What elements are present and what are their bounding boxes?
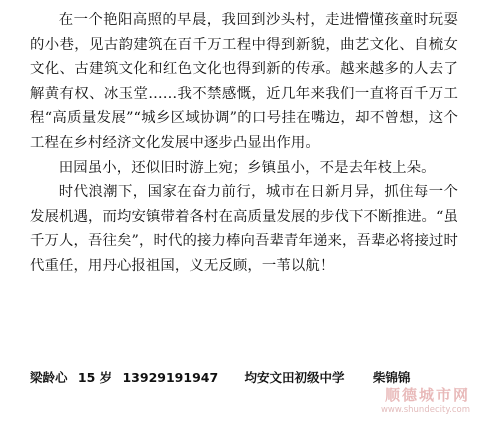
teacher-name: 柴锦锦 (372, 370, 411, 385)
author-age: 15 岁 (77, 370, 113, 385)
paragraph-2: 田园虽小，还似旧时游上宛；乡镇虽小，不是去年枝上朵。 (58, 159, 436, 176)
watermark-title: 顺德城市网 (384, 386, 470, 404)
paragraph-3: 时代浪潮下，国家在奋力前行，城市在日新月异，抓住每一个发展机遇，而均安镇带着各村在高质量发展的步伐下不断推进。“虽千万人，吾往矣”，时代的接力棒向吾辈青年递来，吾辈必将接过时代重任，用丹心报祖国，义无反顾，一苇以航！ (30, 184, 458, 274)
author-name: 梁龄心 (30, 370, 68, 385)
watermark-url: www.shundecity.com (380, 405, 470, 415)
author-phone: 13929191947 (122, 370, 219, 385)
article-body (30, 8, 458, 279)
site-watermark (381, 388, 470, 415)
paragraph-1: 在一个艳阳高照的早晨，我回到沙头村，走进懵懂孩童时玩耍的小巷，见古韵建筑在百千万工程中得到新貌，曲艺文化、自梳女文化、古建筑文化和红色文化也得到新的传承。越来越多的人去了解黄有权、冰玉堂……我不禁感慨，近几年来我们一直将百千万工程“高质量发展”“城乡区域协调”的口号挂在嘴边，却不曾想，这个工程在乡村经济文化发展中逐步凸显出作用。 (30, 12, 458, 151)
author-signature (30, 368, 470, 386)
author-school: 均安文田初级中学 (244, 370, 345, 385)
